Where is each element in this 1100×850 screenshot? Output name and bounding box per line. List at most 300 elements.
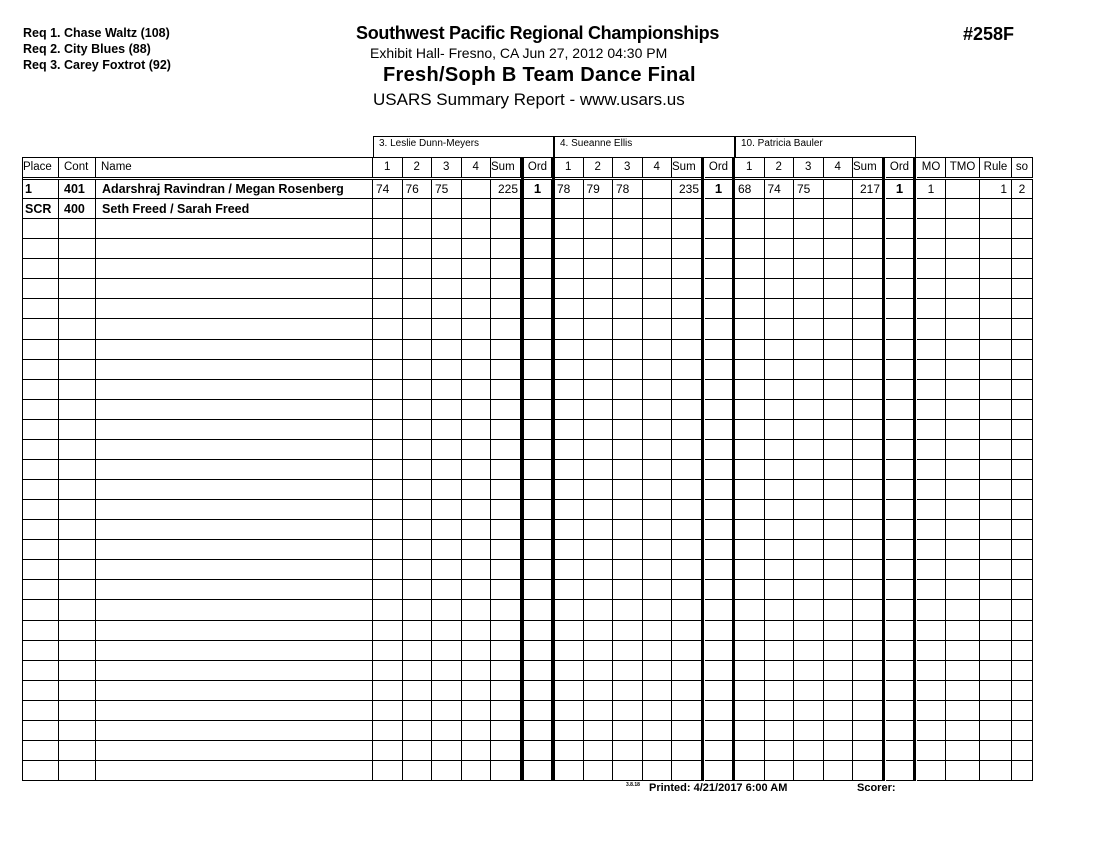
- score-cell-judge1-s2: [403, 661, 433, 681]
- score-cell-judge1-s3: [432, 319, 462, 339]
- score-cell-judge2-s2: [584, 701, 614, 721]
- score-cell-judge2-ord: [705, 319, 733, 339]
- score-cell-judge1-s2: [403, 721, 433, 741]
- score-cell-judge2-ord: [705, 701, 733, 721]
- score-cell-judge1-s3: [432, 600, 462, 620]
- score-cell-judge2-s2: [584, 239, 614, 259]
- score-cell-judge3-sum: [853, 460, 883, 480]
- score-cell-judge3-ord: [886, 440, 914, 460]
- table-cell-rule: [980, 661, 1012, 681]
- score-cell-judge2-s3: [613, 219, 643, 239]
- score-cell-judge1-ord: [524, 621, 552, 641]
- score-cell-judge1-s2: [403, 560, 433, 580]
- score-cell-judge1-s1: [373, 319, 403, 339]
- score-cell-judge2-ord: [705, 621, 733, 641]
- column-header-cont: Cont: [59, 157, 96, 178]
- table-cell-name: Seth Freed / Sarah Freed: [96, 199, 373, 219]
- score-cell-judge3-s1: [735, 299, 765, 319]
- score-cell-judge3-s1: [735, 360, 765, 380]
- table-cell-name: [96, 600, 373, 620]
- table-cell-name: [96, 480, 373, 500]
- column-separator: [521, 157, 524, 781]
- score-cell-judge1-sum: [491, 560, 521, 580]
- score-cell-judge2-sum: [672, 741, 702, 761]
- score-cell-judge3-sum: [853, 279, 883, 299]
- table-cell-rule: [980, 360, 1012, 380]
- score-cell-judge2-s2: [584, 400, 614, 420]
- table-cell-rule: [980, 621, 1012, 641]
- table-cell-rule: [980, 239, 1012, 259]
- table-cell-mo: [917, 380, 946, 400]
- score-cell-judge2-s3: [613, 661, 643, 681]
- score-cell-judge2-s3: [613, 340, 643, 360]
- table-cell-tmo: [946, 641, 980, 661]
- table-cell-place: [22, 319, 59, 339]
- column-header-place: Place: [22, 157, 59, 178]
- table-cell-place: [22, 299, 59, 319]
- table-cell-so: [1012, 540, 1033, 560]
- score-cell-judge2-s3: [613, 701, 643, 721]
- score-cell-judge1-s4: [462, 520, 492, 540]
- score-cell-judge1-s4: [462, 279, 492, 299]
- score-cell-judge2-sum: [672, 500, 702, 520]
- table-cell-name: Adarshraj Ravindran / Megan Rosenberg: [96, 179, 373, 199]
- score-cell-judge3-ord: [886, 400, 914, 420]
- score-cell-judge3-s1: [735, 420, 765, 440]
- score-cell-judge1-s1: [373, 259, 403, 279]
- table-cell-cont: [59, 299, 96, 319]
- score-cell-judge2-s2: [584, 681, 614, 701]
- table-cell-mo: [917, 721, 946, 741]
- score-cell-judge3-s3: [794, 641, 824, 661]
- score-cell-judge3-s4: [824, 600, 854, 620]
- report-name: USARS Summary Report - www.usars.us: [373, 90, 685, 109]
- score-cell-judge1-sum: [491, 500, 521, 520]
- score-cell-judge3-s4: [824, 661, 854, 681]
- score-cell-judge1-sum: [491, 741, 521, 761]
- table-cell-cont: [59, 721, 96, 741]
- score-cell-judge2-s3: [613, 279, 643, 299]
- column-separator: [701, 157, 704, 781]
- score-cell-judge1-s3: [432, 480, 462, 500]
- score-cell-judge3-sum: [853, 319, 883, 339]
- score-cell-judge1-s1: 74: [373, 179, 403, 199]
- score-cell-judge2-s3: [613, 460, 643, 480]
- table-cell-place: SCR: [22, 199, 59, 219]
- table-cell-rule: [980, 420, 1012, 440]
- table-cell-cont: [59, 741, 96, 761]
- column-separator: [913, 157, 916, 781]
- score-cell-judge1-s1: [373, 741, 403, 761]
- table-cell-place: [22, 440, 59, 460]
- table-cell-cont: [59, 701, 96, 721]
- table-cell-place: [22, 480, 59, 500]
- score-cell-judge1-s3: [432, 400, 462, 420]
- table-cell-so: [1012, 480, 1033, 500]
- score-cell-judge3-s2: [765, 239, 795, 259]
- column-header-s1: 1: [373, 157, 403, 178]
- score-cell-judge3-s4: [824, 701, 854, 721]
- score-cell-judge1-s2: [403, 420, 433, 440]
- score-cell-judge1-ord: [524, 340, 552, 360]
- score-cell-judge2-sum: [672, 239, 702, 259]
- score-cell-judge2-s4: [643, 480, 673, 500]
- score-cell-judge3-s4: [824, 580, 854, 600]
- score-cell-judge1-s2: [403, 199, 433, 219]
- score-cell-judge2-s2: [584, 380, 614, 400]
- score-cell-judge3-s3: [794, 621, 824, 641]
- score-cell-judge3-sum: [853, 701, 883, 721]
- score-cell-judge3-s4: [824, 440, 854, 460]
- table-cell-cont: [59, 319, 96, 339]
- score-cell-judge3-s1: [735, 621, 765, 641]
- table-cell-cont: [59, 360, 96, 380]
- table-cell-mo: [917, 540, 946, 560]
- score-cell-judge1-s2: [403, 701, 433, 721]
- table-cell-tmo: [946, 621, 980, 641]
- table-cell-tmo: [946, 400, 980, 420]
- column-separator: [882, 157, 885, 781]
- column-header-name: Name: [96, 157, 373, 178]
- score-cell-judge2-s3: [613, 360, 643, 380]
- table-cell-tmo: [946, 761, 980, 781]
- table-cell-so: [1012, 721, 1033, 741]
- score-cell-judge1-s2: [403, 761, 433, 781]
- table-cell-name: [96, 239, 373, 259]
- score-cell-judge1-s3: [432, 500, 462, 520]
- score-cell-judge1-sum: [491, 460, 521, 480]
- table-cell-mo: [917, 420, 946, 440]
- score-cell-judge2-ord: [705, 199, 733, 219]
- table-cell-cont: 401: [59, 179, 96, 199]
- score-cell-judge1-s2: [403, 621, 433, 641]
- table-cell-place: [22, 661, 59, 681]
- score-cell-judge1-sum: [491, 661, 521, 681]
- score-cell-judge1-sum: [491, 540, 521, 560]
- score-cell-judge2-s2: [584, 520, 614, 540]
- score-cell-judge3-s3: [794, 319, 824, 339]
- table-cell-so: [1012, 520, 1033, 540]
- score-cell-judge2-s2: [584, 259, 614, 279]
- score-cell-judge2-s2: [584, 721, 614, 741]
- table-cell-rule: [980, 721, 1012, 741]
- table-cell-place: 1: [22, 179, 59, 199]
- score-cell-judge3-s4: [824, 560, 854, 580]
- score-cell-judge3-s3: [794, 239, 824, 259]
- score-cell-judge3-ord: [886, 520, 914, 540]
- score-cell-judge3-s2: [765, 560, 795, 580]
- score-cell-judge3-s3: [794, 741, 824, 761]
- score-cell-judge3-sum: [853, 500, 883, 520]
- score-cell-judge3-s1: [735, 239, 765, 259]
- score-cell-judge2-s1: [554, 360, 584, 380]
- table-cell-so: 2: [1012, 179, 1033, 199]
- table-cell-place: [22, 761, 59, 781]
- score-cell-judge1-sum: [491, 440, 521, 460]
- score-cell-judge2-ord: [705, 580, 733, 600]
- score-cell-judge2-sum: [672, 600, 702, 620]
- event-number: #258F: [963, 24, 1015, 44]
- table-cell-name: [96, 259, 373, 279]
- score-cell-judge1-s4: [462, 179, 492, 199]
- score-cell-judge1-ord: [524, 279, 552, 299]
- column-header-sum: Sum: [491, 157, 521, 178]
- score-cell-judge2-ord: [705, 360, 733, 380]
- score-cell-judge1-s3: [432, 460, 462, 480]
- score-cell-judge3-s3: [794, 500, 824, 520]
- table-cell-name: [96, 721, 373, 741]
- score-cell-judge3-s3: [794, 340, 824, 360]
- score-cell-judge2-s4: [643, 661, 673, 681]
- table-cell-mo: [917, 440, 946, 460]
- score-cell-judge2-s3: [613, 319, 643, 339]
- score-cell-judge1-s3: [432, 440, 462, 460]
- score-cell-judge2-s1: [554, 199, 584, 219]
- score-cell-judge1-s1: [373, 520, 403, 540]
- table-cell-place: [22, 500, 59, 520]
- table-cell-so: [1012, 641, 1033, 661]
- score-cell-judge2-sum: [672, 621, 702, 641]
- table-cell-mo: [917, 219, 946, 239]
- table-cell-rule: [980, 560, 1012, 580]
- table-cell-tmo: [946, 661, 980, 681]
- table-cell-rule: [980, 540, 1012, 560]
- table-cell-tmo: [946, 360, 980, 380]
- score-cell-judge2-s1: 78: [554, 179, 584, 199]
- score-cell-judge1-sum: [491, 641, 521, 661]
- table-cell-cont: [59, 480, 96, 500]
- score-cell-judge3-s3: [794, 360, 824, 380]
- score-cell-judge1-ord: [524, 701, 552, 721]
- table-cell-name: [96, 500, 373, 520]
- score-cell-judge2-s2: [584, 480, 614, 500]
- score-cell-judge2-ord: 1: [705, 179, 733, 199]
- score-cell-judge2-s1: [554, 239, 584, 259]
- table-cell-so: [1012, 701, 1033, 721]
- score-cell-judge2-ord: [705, 460, 733, 480]
- table-cell-place: [22, 580, 59, 600]
- score-cell-judge2-s2: [584, 279, 614, 299]
- score-cell-judge1-sum: [491, 681, 521, 701]
- score-cell-judge1-s1: [373, 420, 403, 440]
- score-cell-judge1-sum: [491, 199, 521, 219]
- table-cell-place: [22, 520, 59, 540]
- score-cell-judge1-s1: [373, 239, 403, 259]
- score-cell-judge2-ord: [705, 520, 733, 540]
- score-cell-judge3-s4: [824, 721, 854, 741]
- column-header-s4: 4: [643, 157, 673, 178]
- table-cell-so: [1012, 741, 1033, 761]
- table-cell-tmo: [946, 600, 980, 620]
- table-cell-place: [22, 641, 59, 661]
- score-cell-judge1-s3: [432, 641, 462, 661]
- score-cell-judge2-s2: [584, 580, 614, 600]
- column-header-rule: Rule: [980, 157, 1012, 178]
- table-cell-tmo: [946, 500, 980, 520]
- column-header-so: so: [1012, 157, 1033, 178]
- table-cell-mo: [917, 239, 946, 259]
- table-cell-mo: [917, 741, 946, 761]
- score-cell-judge2-s4: [643, 600, 673, 620]
- score-cell-judge2-ord: [705, 721, 733, 741]
- score-cell-judge3-ord: [886, 560, 914, 580]
- score-cell-judge2-s4: [643, 520, 673, 540]
- score-cell-judge3-sum: [853, 681, 883, 701]
- score-cell-judge1-sum: [491, 219, 521, 239]
- score-cell-judge3-ord: [886, 681, 914, 701]
- score-cell-judge3-s2: [765, 420, 795, 440]
- score-cell-judge3-ord: [886, 480, 914, 500]
- score-cell-judge1-s2: 76: [403, 179, 433, 199]
- table-cell-place: [22, 560, 59, 580]
- score-cell-judge2-s3: [613, 299, 643, 319]
- score-cell-judge1-s1: [373, 661, 403, 681]
- table-cell-mo: [917, 681, 946, 701]
- score-cell-judge3-s2: [765, 480, 795, 500]
- score-cell-judge2-sum: [672, 380, 702, 400]
- score-cell-judge3-s4: [824, 520, 854, 540]
- score-cell-judge1-s2: [403, 500, 433, 520]
- score-cell-judge1-ord: [524, 580, 552, 600]
- score-cell-judge3-s2: [765, 219, 795, 239]
- score-cell-judge1-s2: [403, 319, 433, 339]
- table-cell-place: [22, 600, 59, 620]
- score-cell-judge3-sum: [853, 400, 883, 420]
- score-cell-judge1-s3: 75: [432, 179, 462, 199]
- score-cell-judge2-ord: [705, 219, 733, 239]
- score-cell-judge3-s1: [735, 500, 765, 520]
- score-cell-judge1-s4: [462, 500, 492, 520]
- score-cell-judge2-s1: [554, 681, 584, 701]
- score-cell-judge3-s1: [735, 460, 765, 480]
- score-cell-judge3-sum: [853, 580, 883, 600]
- score-cell-judge2-ord: [705, 600, 733, 620]
- score-cell-judge3-ord: 1: [886, 179, 914, 199]
- score-cell-judge3-s2: [765, 540, 795, 560]
- score-cell-judge3-s4: [824, 500, 854, 520]
- score-cell-judge3-sum: [853, 360, 883, 380]
- table-cell-cont: [59, 500, 96, 520]
- score-cell-judge1-s2: [403, 540, 433, 560]
- table-cell-tmo: [946, 540, 980, 560]
- score-cell-judge2-s4: [643, 500, 673, 520]
- score-cell-judge3-ord: [886, 721, 914, 741]
- score-cell-judge1-s1: [373, 480, 403, 500]
- score-cell-judge2-ord: [705, 340, 733, 360]
- table-cell-name: [96, 340, 373, 360]
- score-cell-judge2-sum: [672, 259, 702, 279]
- version-label: 3.8.18: [626, 782, 640, 788]
- score-cell-judge3-sum: [853, 480, 883, 500]
- score-cell-judge3-sum: [853, 420, 883, 440]
- score-cell-judge1-ord: [524, 741, 552, 761]
- score-cell-judge2-ord: [705, 259, 733, 279]
- score-cell-judge2-ord: [705, 400, 733, 420]
- score-cell-judge1-ord: [524, 460, 552, 480]
- score-cell-judge2-s3: [613, 621, 643, 641]
- score-cell-judge3-sum: [853, 641, 883, 661]
- score-cell-judge1-ord: [524, 259, 552, 279]
- score-cell-judge2-s4: [643, 259, 673, 279]
- score-cell-judge1-sum: [491, 621, 521, 641]
- table-cell-mo: [917, 299, 946, 319]
- score-cell-judge1-ord: [524, 239, 552, 259]
- table-cell-cont: [59, 440, 96, 460]
- score-cell-judge3-s2: [765, 621, 795, 641]
- score-cell-judge3-s1: [735, 199, 765, 219]
- table-cell-so: [1012, 219, 1033, 239]
- score-cell-judge2-sum: [672, 199, 702, 219]
- score-cell-judge2-s2: [584, 641, 614, 661]
- score-cell-judge3-s2: [765, 681, 795, 701]
- table-cell-name: [96, 520, 373, 540]
- table-cell-so: [1012, 199, 1033, 219]
- table-cell-rule: [980, 761, 1012, 781]
- score-cell-judge3-s3: [794, 761, 824, 781]
- table-cell-tmo: [946, 239, 980, 259]
- score-cell-judge3-s2: [765, 319, 795, 339]
- score-cell-judge1-ord: [524, 721, 552, 741]
- table-cell-rule: [980, 219, 1012, 239]
- score-cell-judge3-s3: [794, 420, 824, 440]
- table-cell-mo: [917, 460, 946, 480]
- score-cell-judge1-s2: [403, 460, 433, 480]
- score-cell-judge2-ord: [705, 380, 733, 400]
- score-cell-judge2-s2: [584, 500, 614, 520]
- score-cell-judge1-s4: [462, 701, 492, 721]
- table-cell-rule: [980, 340, 1012, 360]
- score-cell-judge2-s1: [554, 219, 584, 239]
- table-cell-rule: [980, 600, 1012, 620]
- table-cell-mo: [917, 400, 946, 420]
- score-cell-judge1-ord: [524, 199, 552, 219]
- table-cell-place: [22, 400, 59, 420]
- score-cell-judge1-ord: [524, 661, 552, 681]
- table-cell-place: [22, 741, 59, 761]
- score-cell-judge1-ord: [524, 520, 552, 540]
- score-cell-judge1-ord: [524, 480, 552, 500]
- score-cell-judge3-sum: [853, 299, 883, 319]
- score-cell-judge3-ord: [886, 641, 914, 661]
- score-cell-judge2-s2: [584, 299, 614, 319]
- table-cell-name: [96, 420, 373, 440]
- score-cell-judge3-s3: [794, 480, 824, 500]
- score-cell-judge1-s4: [462, 721, 492, 741]
- score-cell-judge2-s2: [584, 560, 614, 580]
- table-cell-name: [96, 219, 373, 239]
- score-cell-judge3-ord: [886, 460, 914, 480]
- requests-list: [23, 25, 171, 73]
- score-cell-judge2-s1: [554, 380, 584, 400]
- score-cell-judge1-sum: [491, 520, 521, 540]
- table-cell-place: [22, 701, 59, 721]
- table-cell-rule: [980, 199, 1012, 219]
- score-cell-judge1-s3: [432, 259, 462, 279]
- score-cell-judge3-s2: [765, 500, 795, 520]
- table-cell-cont: [59, 540, 96, 560]
- score-cell-judge1-s1: [373, 440, 403, 460]
- score-cell-judge2-s3: [613, 741, 643, 761]
- score-cell-judge3-s1: [735, 721, 765, 741]
- score-cell-judge1-sum: [491, 600, 521, 620]
- score-cell-judge3-s4: [824, 340, 854, 360]
- score-cell-judge2-s3: [613, 239, 643, 259]
- score-cell-judge1-s4: [462, 299, 492, 319]
- table-cell-mo: [917, 761, 946, 781]
- column-header-s3: 3: [794, 157, 824, 178]
- table-cell-so: [1012, 440, 1033, 460]
- table-cell-name: [96, 641, 373, 661]
